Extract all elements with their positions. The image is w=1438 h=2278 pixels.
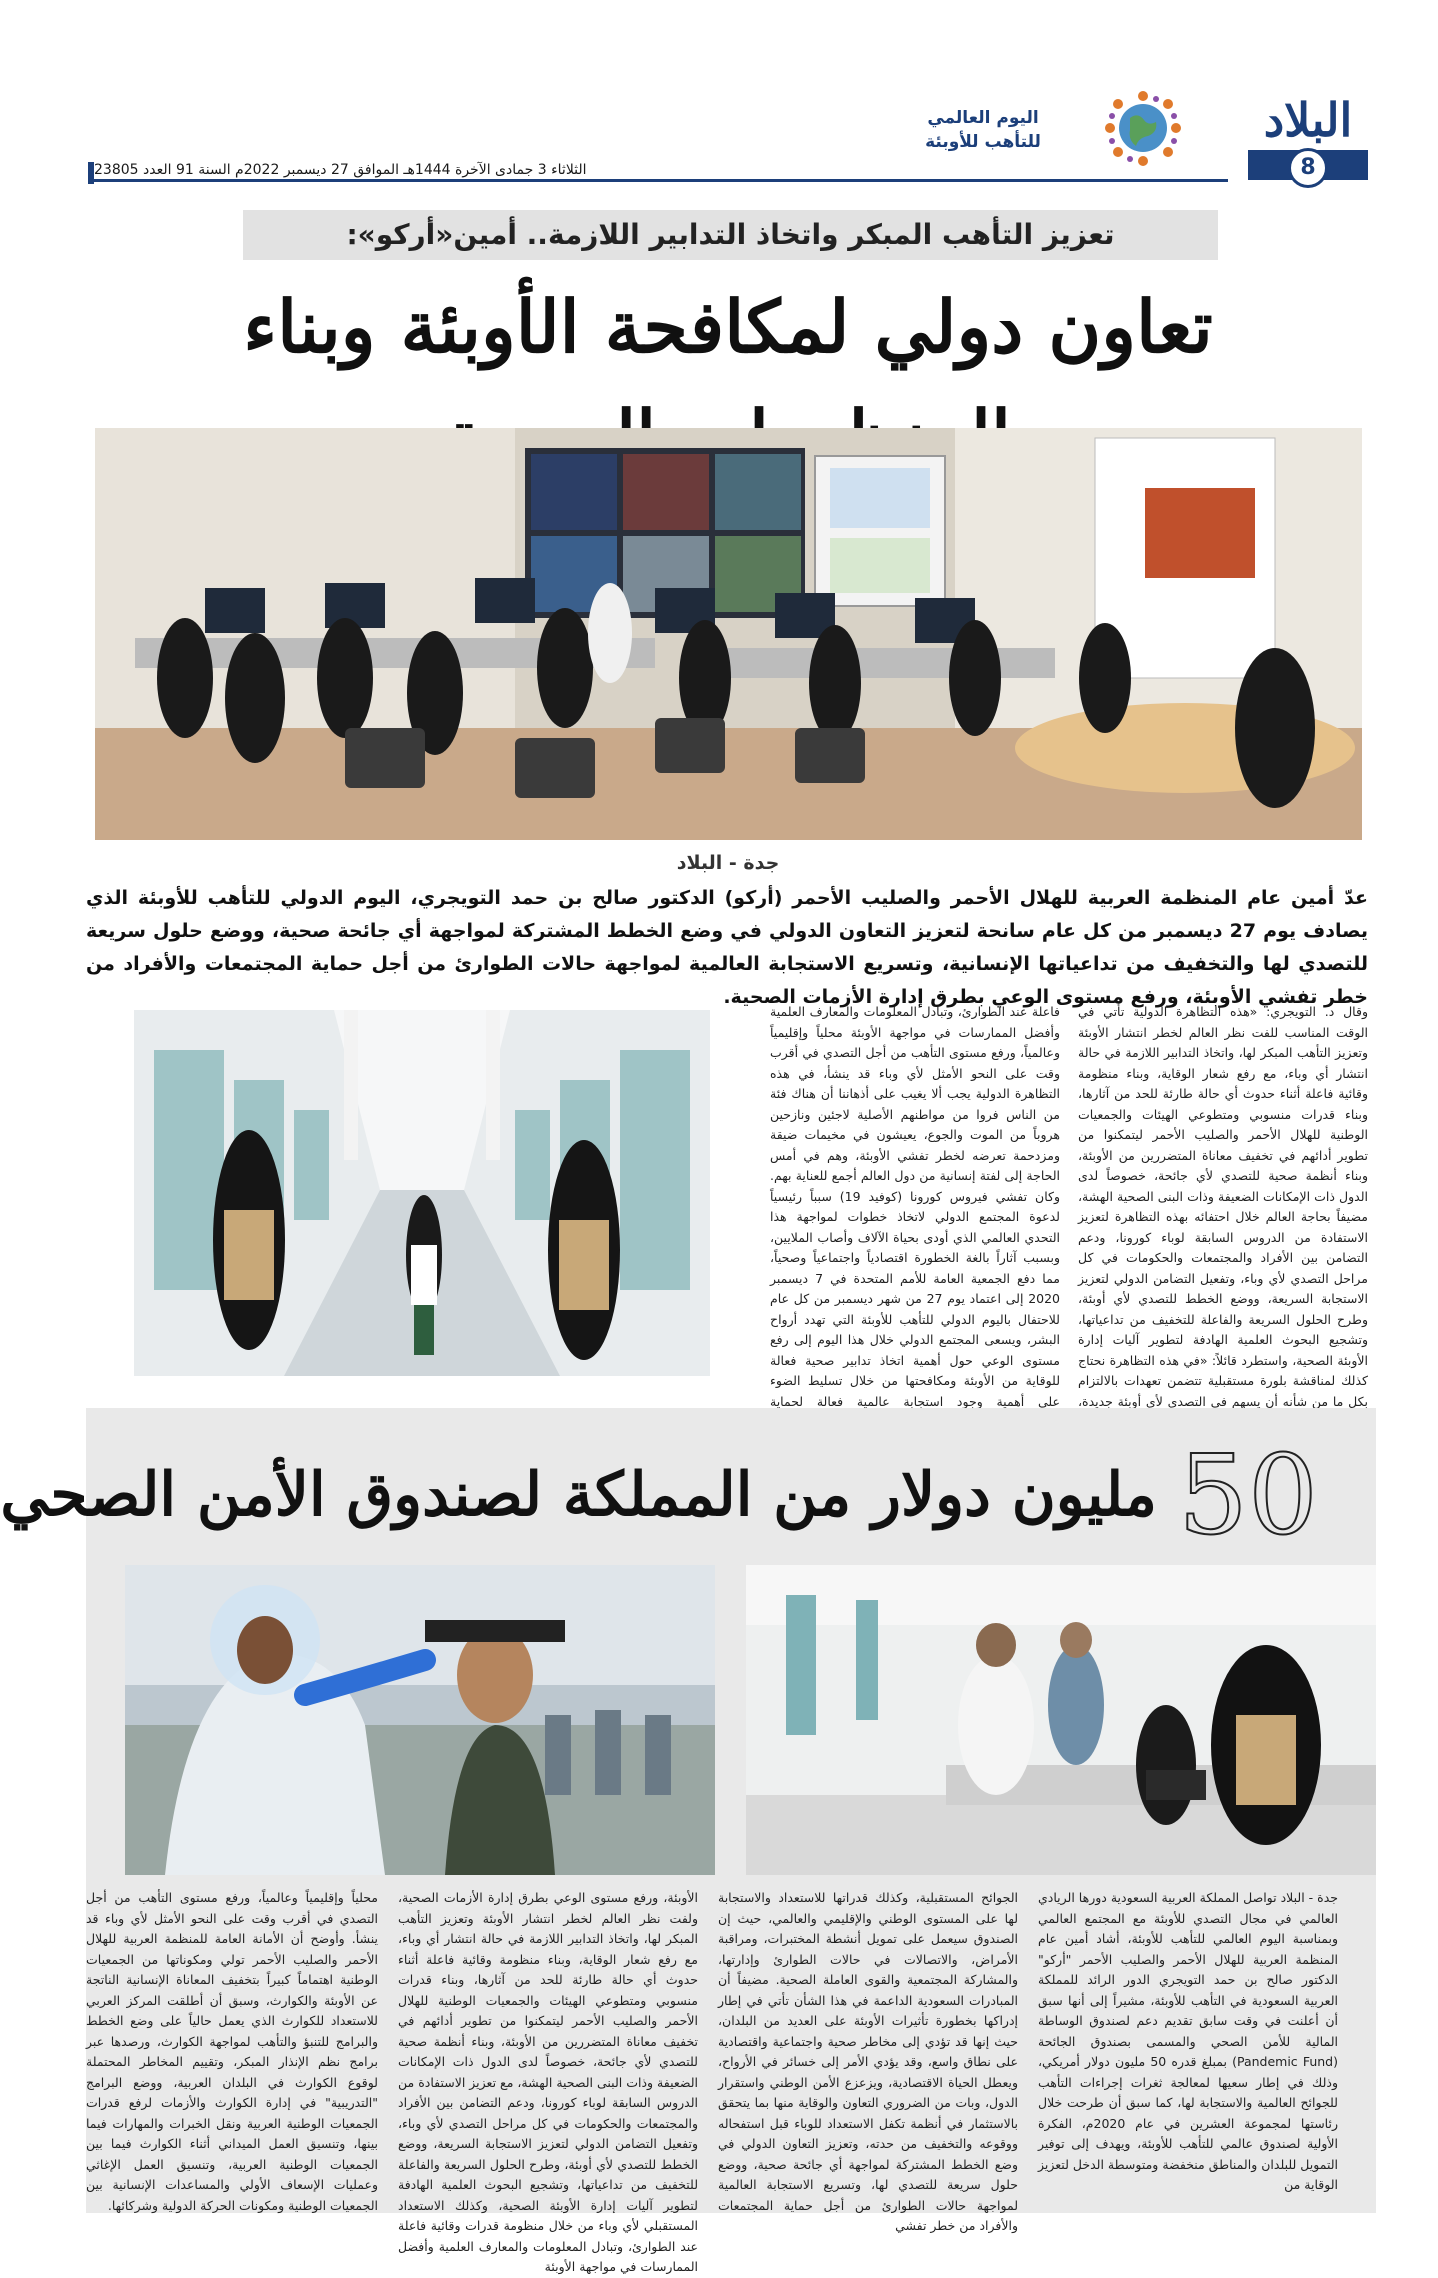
story1-lead: عدّ أمين عام المنظمة العربية للهلال الأحمر والصليب الأحمر (أركو) الدكتور صالح بن حمد التويجري، اليوم الدولي للتأهب للأوبئة الذي يصادف يوم 27 ديسمبر من كل عام سانحة لتعزيز التعاون الدولي في وضع الخطط المشتركة لمواجهة أي جائحة صحية، ووضع حلول سريعة للتصدي لها والتخفيف من تداعياتها الإنسانية، وتسريع الاستجابة العالمية لمواجهة حالات الطوارئ من أجل حماية المجتمعات والأفراد من خطر تفشي الأوبئة، ورفع مستوى الوعي بطرق إدارة الأزمات الصحية.: [86, 887, 1368, 1008]
story1-column-a: وقال د. التويجري: «هذه التظاهرة الدولية تأتي في الوقت المناسب للفت نظر العالم لخطر انتشار الأوبئة وتعزيز التأهب المبكر لها، واتخاذ التدابير اللازمة في حالة انتشار أي وباء، مع رفع شعار الوقاية، وبناء منظومة وقائية فاعلة أثناء حدوث أي حالة طارئة للحد من آثارها، وبناء قدرات منسوبي ومتطوعي الهيئات والجمعيات الوطنية للهلال الأحمر والصليب الأحمر ليتمكنوا من تطوير أدائهم في تخفيف معاناة المتضررين من الأوبئة، وبناء أنظمة صحية للتصدي لأي جائحة، خصوصاً لدى الدول ذات الإمكانات الضعيفة وذات البنى الصحية الهشة، مضيفاً بحاجة العالم خلال احتفائه بهذه التظاهرة لتعزيز الاستفادة من الدروس السابقة لوباء كورونا، ودعم التضامن بين الأفراد والمجتمعات والحكومات في كل مراحل التصدي لأي وباء، وتفعيل التضامن الدولي لتعزيز الاستجابة السريعة، ووضع الخطط للتصدي لأي أوبئة، وطرح الحلول السريعة والفاعلة للتخفيف من تداعياتها، وتشجيع البحوث العلمية الهادفة لتطوير آليات إدارة الأوبئة الصحية، واستطرد قائلاً: «في هذه التظاهرة نحتاج كذلك لمناقشة بلورة مستقبلية تتضمن تعهدات بالالتزام بكل ما من شأنه أن يسهم في التصدي لأي أوبئة جديدة،: [1078, 1004, 1368, 1409]
registration-desk-photo: [746, 1565, 1376, 1875]
masthead: [88, 80, 1368, 190]
story2-headline-text: مليون دولار من المملكة لصندوق الأمن الصحي: [0, 1460, 1157, 1530]
story2-headline-number: 50: [1178, 1431, 1318, 1559]
page-number: 8: [1288, 148, 1328, 188]
newspaper-logo: [1248, 90, 1368, 180]
special-day-caption: [888, 106, 1078, 154]
special-day-caption-line1: اليوم العالمي: [927, 108, 1039, 128]
kicker-box: [243, 210, 1218, 260]
logo-text: البلاد: [1263, 93, 1353, 147]
operations-room-photo: [95, 428, 1362, 840]
story1-kicker: تعزيز التأهب المبكر واتخاذ التدابير اللازمة.. أمين«أركو»:: [346, 218, 1115, 251]
dateline-bar: [88, 162, 94, 184]
vaccination-hall-photo: [134, 1010, 710, 1376]
story2-headline: [0, 1431, 1318, 1559]
story1-headline: تعاون دولي لمكافحة الأوبئة وبناء: [243, 284, 1213, 369]
covid-testing-photo: [125, 1565, 715, 1875]
story1-byline: جدة - البلاد: [676, 852, 780, 874]
story2-column-4: محلياً وإقليمياً وعالمياً، ورفع مستوى التأهب من أجل التصدي في أقرب وقت على النحو الأمثل لأي وباء قد ينشأ. وأوضح أن الأمانة العامة للمنظمة العربية للهلال الأحمر والصليب الأحمر تولي ومكوناتها من الجمعيات الوطنية اهتماماً كبيراً بتخفيف المعاناة الإنسانية الناتجة عن الأوبئة والكوارث، وسبق أن أطلقت المركز العربي للاستعداد للكوارث الذي يعمل حالياً على وضع الخطط والبرامج للتنبؤ والتأهب لمواجهة الكوارث، ورصدها عبر برامج نظم الإنذار المبكر، وتقييم المخاطر المحتملة لوقوع الكوارث في البلدان العربية، ووضع البرامج "التدريبية" في إدارة الكوارث والأزمات لرفع قدرات الجمعيات الوطنية العربية ونقل الخبرات والمهارات فيما بينها، وتنسيق العمل الميداني أثناء الكوارث فيما بين الجمعيات الوطنية العربية، وتنسيق العمل الإغاثي وعمليات الإسعاف الأولي والمساعدات الإنسانية بين الجمعيات الوطنية ومكونات الحركة الدولية وشركائها.: [86, 1890, 378, 2213]
dateline: الثلاثاء 3 جمادى الآخرة 1444هـ الموافق 27 ديسمبر 2022م السنة 91 العدد 23805: [88, 162, 1228, 182]
story1-column-b: فاعلة عند الطوارئ، وتبادل المعلومات والمعارف العلمية وأفضل الممارسات في مواجهة الأوبئة محلياً وإقليمياً وعالمياً، ورفع مستوى التأهب من أجل التصدي في أقرب وقت على النحو الأمثل لأي وباء قد ينشأ، في هذه التظاهرة الدولية يجب ألا يغيب على أذهاننا أن هناك فئة من الناس فروا من مواطنهم الأصلية لاجئين ونازحين هروباً من الموت والجوع، يعيشون في مخيمات ضيقة ومزدحمة تعرضه لخطر تفشي الأوبئة، وهم في أمس الحاجة إلى لفتة إنسانية من دول العالم أجمع للعناية بهم. وكان تفشي فيروس كورونا (كوفيد 19) سبباً رئيسياً لدعوة المجتمع الدولي لاتخاذ خطوات لمواجهة هذا التحدي العالمي الذي أودى بحياة الآلاف وأصاب الملايين، وبسبب آثاراً بالغة الخطورة اقتصادياً واجتماعياً وصحياً، مما دفع الجمعية العامة للأمم المتحدة في 7 ديسمبر 2020 إلى اعتماد يوم 27 من شهر ديسمبر من كل عام للاحتفال باليوم الدولي للتأهب للأوبئة التي تهدد أرواح البشر، ويسعى المجتمع الدولي خلال هذا اليوم إلى رفع مستوى الوعي حول أهمية اتخاذ تدابير صحية فعالة للوقاية من الأوبئة ومكافحتها من خلال تسليط الضوء على أهمية وجود استجابة عالمية فعالة لحماية: [770, 1004, 1060, 1409]
special-day-caption-line2: للتأهب للأوبئة: [925, 132, 1041, 152]
story2-column-1: جدة - البلاد تواصل المملكة العربية السعودية دورها الريادي العالمي في مجال التصدي للأوبئة مع المجتمع العالمي وبمناسبة اليوم العالمي للتأهب للأوبئة، أشاد أمين عام المنظمة العربية للهلال الأحمر والصليب الأحمر "أركو" الدكتور صالح بن حمد التويجري الدور الرائد للمملكة العربية السعودية في التأهب للأوبئة، مشيراً إلى أنها سبق أن أعلنت في وقت سابق تقديم دعم لصندوق الوساطة المالية للأمن الصحي والمسمى بصندوق الجائحة (Pandemic Fund) بمبلغ قدره 50 مليون دولار أمريكي، وذلك في إطار سعيها لمعالجة ثغرات إجراءات التأهب للجوائح العالمية والاستجابة لها، كما سبق أن طرحت خلال رئاستها لمجموعة العشرين في عام 2020م، الفكرة الأولية لصندوق عالمي للتأهب للأوبئة، ويهدف إلى توفير التمويل للبلدان والمناطق منخفضة ومتوسطة الدخل لتعزيز الوقاية من: [1038, 1890, 1338, 2192]
globe-virus-icon: [1088, 88, 1198, 168]
story2-column-2: الجوائح المستقبلية، وكذلك قدراتها للاستعداد والاستجابة لها على المستوى الوطني والإقليمي والعالمي، حيث إن الصندوق سيعمل على تمويل أنشطة المختبرات، ومراقبة الأمراض، والاتصالات في حالات الطوارئ وإدارتها، والمشاركة المجتمعية والقوى العاملة الصحية. مضيفاً أن المبادرات السعودية الداعمة في هذا الشأن تأتي في إطار إدراكها بخطورة تأثيرات الأوبئة على العديد من البلدان، حيث إنها قد تؤدي إلى مخاطر صحية واجتماعية واقتصادية على نطاق واسع، وقد يؤدي الأمر إلى خسائر في الأرواح، ويعطل الحياة الاقتصادية، ويزعزع الأمن الوطني واستقرار الدول، وبات من الضروري التعاون والوقاية منها بما يتحقق بالاستثمار في أنظمة تكفل الاستعداد للوباء قبل استفحاله ووقوعه والتخفيف من حدته، وتعزيز التعاون الدولي في وضع الخطط المشتركة لمواجهة أي جائحة صحية، ووضع حلول سريعة للتصدي لها، وتسريع الاستجابة العالمية لمواجهة حالات الطوارئ من أجل حماية المجتمعات والأفراد من خطر تفشي: [718, 1890, 1018, 2233]
story2-column-3: الأوبئة، ورفع مستوى الوعي بطرق إدارة الأزمات الصحية، ولفت نظر العالم لخطر انتشار الأوبئة وتعزيز التأهب المبكر لها، واتخاذ التدابير اللازمة في حالة انتشار أي وباء، مع رفع شعار الوقاية، وبناء منظومة وقائية فاعلة أثناء حدوث أي حالة طارئة للحد من آثارها، وبناء قدرات منسوبي ومتطوعي الهيئات والجمعيات الوطنية للهلال الأحمر والصليب الأحمر ليتمكنوا من تطوير أدائهم في تخفيف معاناة المتضررين من الأوبئة، وبناء أنظمة صحية للتصدي لأي جائحة، خصوصاً لدى الدول ذات الإمكانات الضعيفة وذات البنى الصحية الهشة، مع تعزيز الاستفادة من الدروس السابقة لوباء كورونا، ودعم التضامن بين الأفراد والمجتمعات والحكومات في كل مراحل التصدي لأي وباء، وتفعيل التضامن الدولي لتعزيز الاستجابة السريعة، ووضع الخطط للتصدي لأي أوبئة، وطرح الحلول السريعة والفاعلة للتخفيف من تداعياتها، وتشجيع البحوث العلمية الهادفة لتطوير آليات إدارة الأوبئة الصحية، وكذلك الاستعداد المستقبلي لأي وباء من خلال منظومة قدرات وقائية فاعلة عند الطوارئ، وتبادل المعلومات والمعارف العلمية وأفضل الممارسات في مواجهة الأوبئة: [398, 1890, 698, 2274]
